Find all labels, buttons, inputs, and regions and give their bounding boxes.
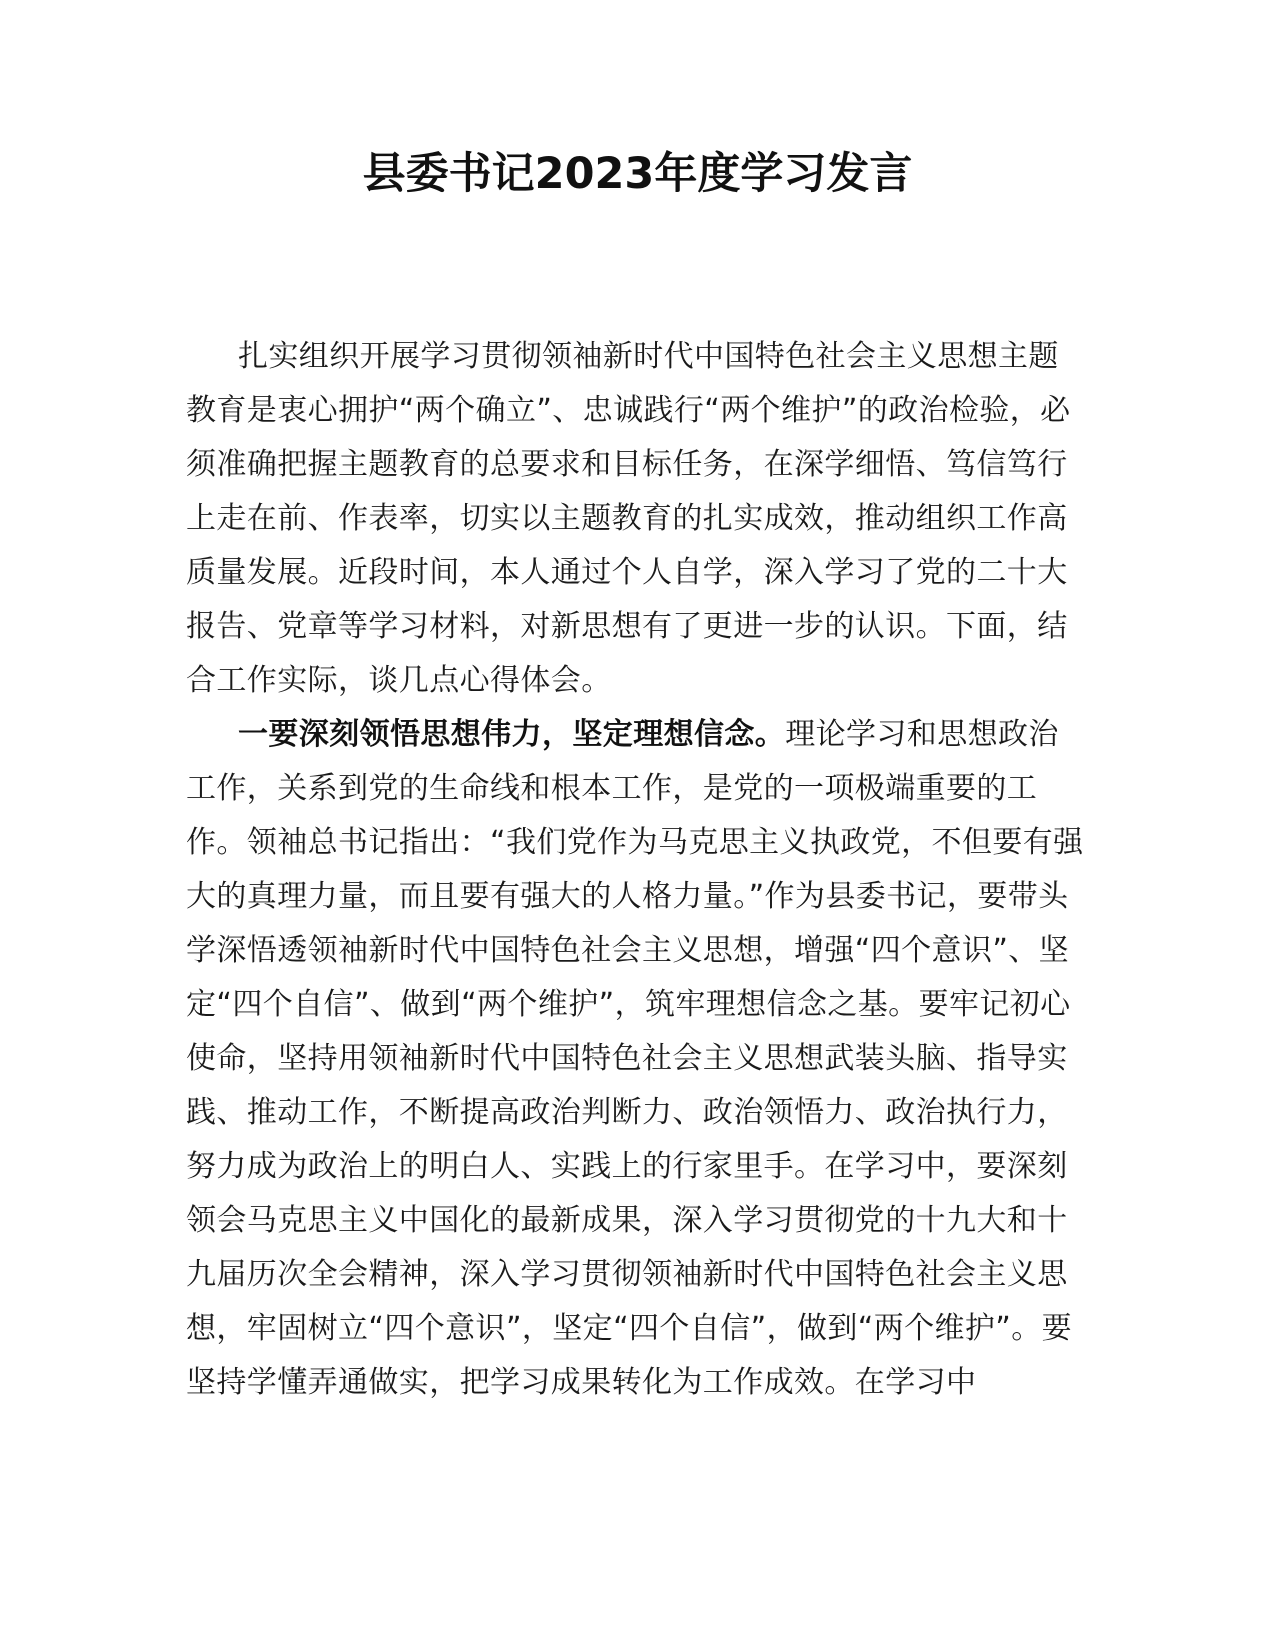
document-body — [186, 330, 1086, 1410]
paragraph-intro — [186, 330, 1086, 708]
paragraph-text: 理论学习和思想政治工作，关系到党的生命线和根本工作，是党的一项极端重要的工作。领袖总书记指出：“我们党作为马克思主义执政党，不但要有强大的真理力量，而且要有强大的人格力量。”作为县委书记，要带头学深悟透领袖新时代中国特色社会主义思想，增强“四个意识”、坚定“四个自信”、做到“两个维护”，筑牢理想信念之基。要牢记初心使命，坚持用领袖新时代中国特色社会主义思想武装头脑、指导实践、推动工作，不断提高政治判断力、政治领悟力、政治执行力，努力成为政治上的明白人、实践上的行家里手。在学习中，要深刻领会马克思主义中国化的最新成果，深入学习贯彻党的十九大和十九届历次全会精神，深入学习贯彻领袖新时代中国特色社会主义思想，牢固树立“四个意识”，坚定“四个自信”，做到“两个维护”。要坚持学懂弄通做实，把学习成果转化为工作成效。在学习中 — [186, 717, 1084, 1400]
paragraph-point-one — [186, 708, 1086, 1410]
paragraph-text: 扎实组织开展学习贯彻领袖新时代中国特色社会主义思想主题教育是衷心拥护“两个确立”、忠诚践行“两个维护”的政治检验，必须准确把握主题教育的总要求和目标任务，在深学细悟、笃信笃行上走在前、作表率，切实以主题教育的扎实成效，推动组织工作高质量发展。近段时间，本人通过个人自学，深入学习了党的二十大报告、党章等学习材料，对新思想有了更进一步的认识。下面，结合工作实际，谈几点心得体会。 — [186, 339, 1071, 698]
paragraph-lead: 一要深刻领悟思想伟力，坚定理想信念。 — [238, 717, 786, 752]
document-title: 县委书记2023年度学习发言 — [362, 149, 913, 199]
